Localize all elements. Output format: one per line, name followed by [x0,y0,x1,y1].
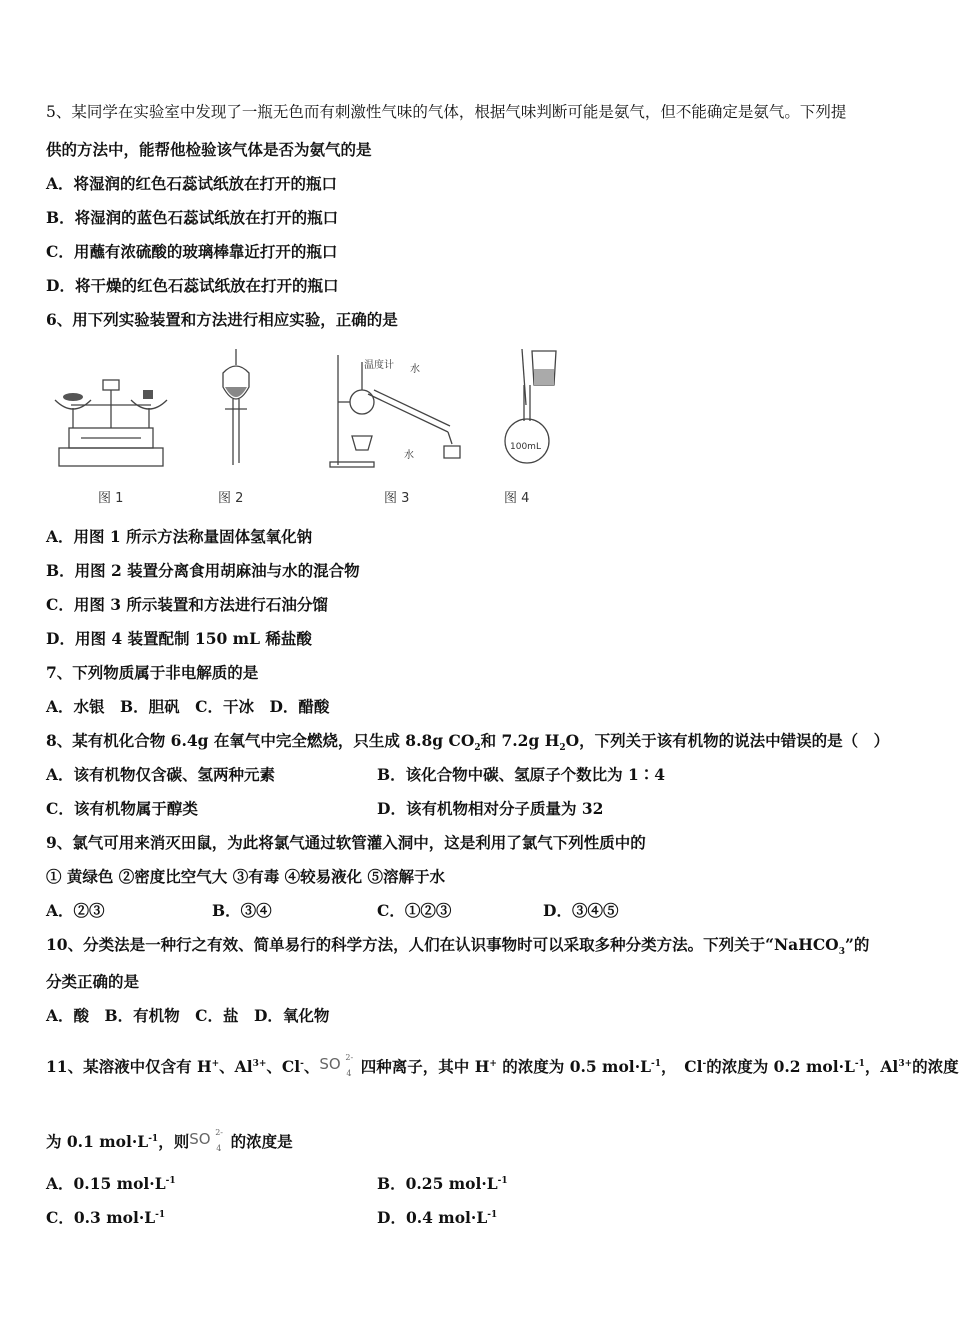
q11-sup-1: + [211,1058,220,1069]
q11-line2-text-b: ，则 [158,1132,190,1151]
q5-stem-line1 [46,102,846,122]
q9-option-d: D．③④⑤ [543,901,619,920]
q6-option-d: D．用图 4 装置配制 150 mL 稀盐酸 [46,629,312,648]
q11-sup-3: - [300,1058,304,1069]
q10-stem-post: ”的 [844,935,870,954]
q11-text-2: 、Al [219,1057,253,1076]
q7-options: A．水银 B．胆矾 C．干冰 D．醋酸 [46,697,330,716]
q9-properties: ① 黄绿色 ②密度比空气大 ③有毒 ④较易液化 ⑤溶解于水 [46,867,445,886]
sulfate-ion-sub: 4 [346,1069,352,1078]
q11-text-7: ， Cl [660,1057,703,1076]
q6-stem: 6、用下列实验装置和方法进行相应实验，正确的是 [46,310,398,329]
q11-stem-line2 [46,1125,293,1152]
q8-option-b: B．该化合物中碳、氢原子个数比为 1∶4 [377,765,666,784]
q8-option-c: C．该有机物属于醇类 [46,799,198,818]
q5-option-d: D．将干燥的红色石蕊试纸放在打开的瓶口 [46,276,339,295]
q11-line2-text-c: 的浓度是 [225,1132,293,1151]
q8-option-d: D．该有机物相对分子质量为 32 [377,799,604,818]
sulfate-ion-charge: 2- [345,1053,354,1062]
q10-options: A．酸 B．有机物 C．盐 D．氧化物 [46,1006,330,1025]
q7-stem: 7、下列物质属于非电解质的是 [46,663,259,682]
q11-option-b-sup: -1 [497,1175,508,1186]
q9-option-b: B．③④ [212,901,272,920]
q5-option-c: C．用蘸有浓硫酸的玻璃棒靠近打开的瓶口 [46,242,338,261]
q10-stem-pre: 10、分类法是一种行之有效、简单易行的科学方法，人们在认识事物时可以采取多种分类方法。下列关于“NaHCO [46,935,839,954]
q11-sup-2: 3+ [252,1058,267,1069]
q8-stem-pre: 8、某有机化合物 6.4g 在氧气中完全燃烧，只生成 8.8g CO [46,731,475,750]
q11-option-c-sup: -1 [155,1209,166,1220]
sulfate-ion-sub-2: 4 [216,1144,222,1153]
q11-option-a-sup: -1 [165,1175,176,1186]
q11-sup-7: - [702,1058,707,1069]
q8-stem-mid: 和 7.2g H [480,731,560,750]
q11-line2-text-a: 为 0.1 mol·L [46,1132,149,1151]
fig3-water-out-label: 水 [404,450,414,461]
q8-sub-co2: 2 [474,743,481,754]
q6-figures [46,345,606,515]
q11-line2-sup: -1 [148,1133,159,1144]
sulfate-ion-base-2: SO [189,1130,211,1148]
q11-text-4: 、 [303,1057,320,1076]
q5-option-b: B．将湿润的蓝色石蕊试纸放在打开的瓶口 [46,208,339,227]
q11-option-d-sup: -1 [487,1209,498,1220]
q11-stem-line1 [46,1050,959,1077]
fig3-water-in-label: 水 [410,364,420,375]
q10-stem-line1 [46,935,870,958]
fig4-volumetric-flask [496,345,576,475]
q11-text-1: 11、某溶液中仅含有 H [46,1057,212,1076]
sulfate-ion-base: SO [319,1055,341,1073]
q5-option-a: A．将湿润的红色石蕊试纸放在打开的瓶口 [46,174,338,193]
q11-option-b-text: B．0.25 mol·L [377,1174,498,1193]
sulfate-ion-charge-2: 2- [215,1128,223,1137]
q11-option-c [46,1208,165,1228]
q6-option-a: A．用图 1 所示方法称量固体氢氧化钠 [46,527,313,546]
q5-stem-line2: 供的方法中，能帮他检验该气体是否为氨气的是 [46,140,372,159]
q11-text-10: 的浓度 [912,1057,959,1076]
q11-option-a [46,1174,176,1194]
q11-sup-6: -1 [650,1058,661,1069]
q11-sup-5: + [489,1058,497,1069]
q10-sub: 3 [838,947,845,958]
q8-stem-post: O，下列关于该有机物的说法中错误的是（ ） [565,731,890,750]
q11-option-a-text: A．0.15 mol·L [46,1174,166,1193]
fig2-label: 图 2 [218,491,244,506]
fig1-label: 图 1 [98,491,124,506]
fig3-thermometer-label: 温度计 [364,360,394,371]
q6-option-c: C．用图 3 所示装置和方法进行石油分馏 [46,595,328,614]
q11-option-d [377,1208,497,1228]
fig4-label: 图 4 [504,491,530,506]
q8-option-a: A．该有机物仅含碳、氢两种元素 [46,765,276,784]
fig3-distillation [328,350,488,480]
q11-text-5: 四种离子，其中 H [355,1057,490,1076]
q11-text-6: 的浓度为 0.5 mol·L [496,1057,651,1076]
q9-option-c: C．①②③ [377,901,452,920]
q8-stem [46,731,890,754]
q11-option-b [377,1174,508,1194]
fig3-label: 图 3 [384,491,410,506]
q11-text-3: 、Cl [266,1057,301,1076]
q9-option-a: A．②③ [46,901,105,920]
fig4-flask-label: 100mL [510,442,541,452]
q9-stem: 9、氯气可用来消灭田鼠，为此将氯气通过软管灌入洞中，这是利用了氯气下列性质中的 [46,833,646,852]
fig2-separatory-funnel [211,345,261,475]
q5-stem-text-1: 5、某同学在实验室中发现了一瓶无色而有刺激性气味的气体，根据气味判断可能是氨气，但不能确定是氨气。下列提 [46,103,847,121]
fig1-balance [51,350,171,480]
q11-option-d-text: D．0.4 mol·L [377,1208,488,1227]
q11-text-9: ，Al [864,1057,899,1076]
q11-option-c-text: C．0.3 mol·L [46,1208,156,1227]
q11-text-8: 的浓度为 0.2 mol·L [706,1057,855,1076]
q10-stem-line2: 分类正确的是 [46,972,140,991]
q6-option-b: B．用图 2 装置分离食用胡麻油与水的混合物 [46,561,360,580]
q8-sub-h2o: 2 [559,743,566,754]
q11-sup-8: -1 [854,1058,865,1069]
sulfate-ion-formula [319,1050,355,1076]
q11-sup-9: 3+ [898,1058,913,1069]
sulfate-ion-formula-2 [189,1125,225,1151]
